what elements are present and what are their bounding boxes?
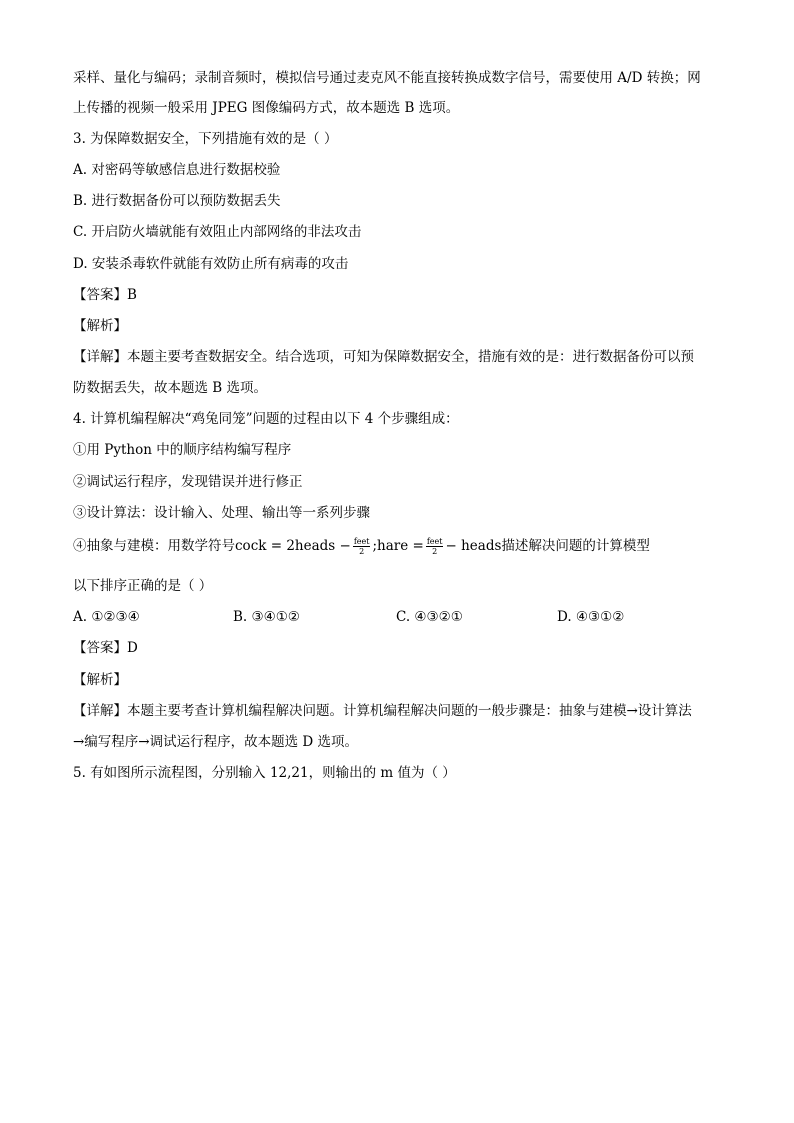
q4-detail-line-2: →编写程序→调试运行程序，故本题选 D 选项。	[73, 734, 359, 750]
q3-detail-line-2: 防数据丢失，故本题选 B 选项。	[73, 380, 268, 396]
q4-step-4-suffix: 描述解决问题的计算模型	[501, 538, 650, 554]
q3-option-d: D. 安装杀毒软件就能有效防止所有病毒的攻击	[73, 256, 349, 272]
q4-option-a: A. ①②③④	[73, 609, 140, 625]
q4-detail-line-1: 【详解】本题主要考查计算机编程解决问题。计算机编程解决问题的一般步骤是：抽象与建模→设计算法	[73, 703, 692, 719]
q5-stem: 5. 有如图所示流程图，分别输入 12,21，则输出的 m 值为（ ）	[73, 765, 456, 781]
q4-step-4-prefix: ④抽象与建模：用数学符号	[73, 538, 235, 554]
q3-option-c: C. 开启防火墙就能有效阻止内部网络的非法攻击	[73, 224, 362, 240]
q4-step-2: ②调试运行程序，发现错误并进行修正	[73, 474, 303, 490]
fraction-numerator: feet	[353, 536, 370, 546]
q3-analysis-label: 【解析】	[73, 318, 127, 334]
q3-answer: 【答案】B	[73, 287, 137, 303]
intro-line-2: 上传播的视频一般采用 JPEG 图像编码方式，故本题选 B 选项。	[73, 100, 460, 116]
q4-step-3: ③设计算法：设计输入、处理、输出等一系列步骤	[73, 505, 370, 521]
formula-separator-hare: ;hare =	[372, 538, 424, 554]
formula-cock: cock = 2heads −	[235, 538, 351, 554]
fraction-feet-over-2	[353, 537, 371, 556]
q3-option-a: A. 对密码等敏感信息进行数据校验	[73, 162, 281, 178]
fraction-denominator: 2	[432, 546, 438, 556]
q4-step-1: ①用 Python 中的顺序结构编写程序	[73, 442, 292, 458]
q3-option-b: B. 进行数据备份可以预防数据丢失	[73, 193, 281, 209]
q4-option-c: C. ④③②①	[396, 609, 463, 625]
intro-line-1: 采样、量化与编码；录制音频时，模拟信号通过麦克风不能直接转换成数字信号，需要使用 A/D 转换；网	[73, 70, 701, 86]
q4-option-b: B. ③④①②	[233, 609, 300, 625]
q4-step-4	[73, 536, 650, 556]
q4-question: 以下排序正确的是（ ）	[73, 578, 213, 594]
formula-minus-heads: − heads	[445, 538, 502, 554]
q4-option-d: D. ④③①②	[557, 609, 625, 625]
q4-analysis-label: 【解析】	[73, 672, 127, 688]
fraction-feet-over-2-second	[426, 537, 444, 556]
fraction-denominator: 2	[359, 546, 365, 556]
q3-stem: 3. 为保障数据安全，下列措施有效的是（ ）	[73, 131, 338, 147]
q4-answer: 【答案】D	[73, 640, 138, 656]
q4-stem: 4. 计算机编程解决“鸡兔同笼”问题的过程由以下 4 个步骤组成：	[73, 411, 459, 427]
fraction-numerator: feet	[426, 536, 443, 546]
q3-detail-line-1: 【详解】本题主要考查数据安全。结合选项，可知为保障数据安全，措施有效的是：进行数据备份可以预	[73, 349, 694, 365]
